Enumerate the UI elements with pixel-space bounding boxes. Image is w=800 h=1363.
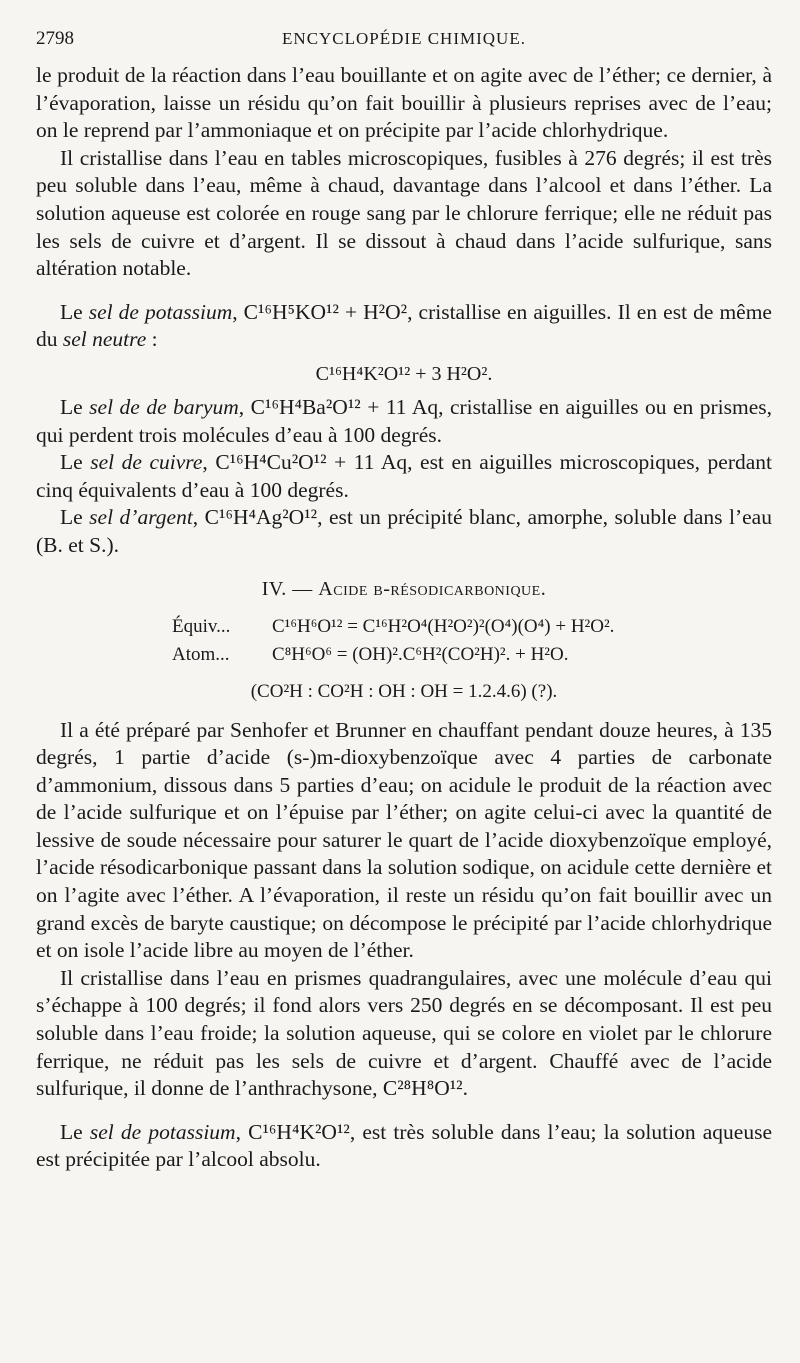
text-run: Le bbox=[60, 394, 90, 419]
paragraph-potassium-salt bbox=[36, 299, 772, 354]
atom-label: Atom... bbox=[172, 643, 230, 665]
paragraph-barium-salt bbox=[36, 394, 772, 449]
paragraph-silver-salt bbox=[36, 504, 772, 559]
paragraph-2: Il cristallise dans l’eau en tables microscopiques, fusibles à 276 degrés; il est très peu soluble dans l’eau, même à chaud, davantage dans l’alcool et dans l’éther. La solution aqueuse est colorée en rouge sang par le chlorure ferrique; elle ne réduit pas les sels de cuivre et d’argent. Il se dissout à chaud dans l’acide sulfurique, sans altération notable. bbox=[36, 145, 772, 281]
salt-name: sel de cuivre bbox=[90, 450, 203, 475]
atom-row bbox=[172, 641, 772, 669]
text-run: , C¹⁶H⁴K²O¹², est très soluble dans l’eau; la solution aqueuse est précipitée par l’alcool absolu. bbox=[36, 1119, 772, 1172]
equiv-label: Équiv... bbox=[172, 615, 231, 637]
paragraph-properties: Il cristallise dans l’eau en prismes quadrangulaires, avec une molécule d’eau qui s’échappe à 100 degrés; il fond alors vers 250 degrés en se décomposant. Il est peu soluble dans l’eau froide; la solution aqueuse, qui se colore en violet par le chlorure ferrique, ne réduit pas les sels de cuivre et d’argent. Chauffé avec de l’acide sulfurique, il donne de l’anthrachysone, C²⁸H⁸O¹². bbox=[36, 965, 772, 1101]
formula-neutral-salt: C¹⁶H⁴K²O¹² + 3 H²O². bbox=[315, 362, 493, 385]
salt-name: sel de de baryum bbox=[89, 394, 239, 419]
running-title: ENCYCLOPÉDIE CHIMIQUE. bbox=[282, 29, 526, 48]
section-heading bbox=[36, 578, 772, 601]
paragraph-potassium-salt-2 bbox=[36, 1119, 772, 1174]
atom-formula: C⁸H⁶O⁶ = (OH)².C⁶H²(CO²H)². + H²O. bbox=[272, 643, 569, 665]
salt-name: sel d’argent bbox=[89, 505, 193, 530]
section-title: Acide β-résodicarbonique. bbox=[318, 577, 547, 600]
salt-name: sel de potassium bbox=[88, 299, 233, 324]
text-run: Le bbox=[60, 1119, 90, 1144]
text-run: , C¹⁶H⁴Ag²O¹², est un précipité blanc, amorphe, soluble dans l’eau (B. et S.). bbox=[36, 505, 772, 557]
formula-block bbox=[172, 613, 772, 669]
paragraph-1: le produit de la réaction dans l’eau bouillante et on agite avec de l’éther; ce dernier, à l’évaporation, laisse un résidu qu’on fait bouillir à plusieurs reprises avec de l’eau; on le reprend par l’ammoniaque et on précipite par l’acide chlorhydrique. bbox=[36, 63, 772, 143]
equiv-formula: C¹⁶H⁶O¹² = C¹⁶H²O⁴(H²O²)²(O⁴)(O⁴) + H²O². bbox=[272, 615, 615, 637]
text-run: Le bbox=[60, 299, 89, 324]
text-run: , C¹⁶H⁴Ba²O¹² + 11 Aq, cristallise en aiguilles ou en prismes, qui perdent trois molécules d’eau à 100 degrés. bbox=[36, 394, 772, 447]
text-run: : bbox=[146, 327, 158, 352]
text-run: Le bbox=[60, 450, 91, 475]
paragraph-copper-salt bbox=[36, 449, 772, 504]
text-run: , C¹⁶H⁵KO¹² + H²O², cristallise en aiguilles. Il en est de même du bbox=[36, 299, 772, 352]
page-number: 2798 bbox=[36, 28, 74, 49]
page-header bbox=[36, 28, 772, 62]
text-run: Le bbox=[60, 505, 90, 530]
equiv-row bbox=[172, 613, 772, 641]
salt-name: sel neutre bbox=[62, 327, 147, 352]
text-run: , C¹⁶H⁴Cu²O¹² + 11 Aq, est en aiguilles microscopiques, perdant cinq équivalents d’eau à 100 degrés. bbox=[36, 450, 772, 502]
salt-name: sel de potassium bbox=[89, 1119, 236, 1144]
substitution-positions: (CO²H : CO²H : OH : OH = 1.2.4.6) (?). bbox=[250, 680, 558, 702]
paragraph-preparation: Il a été préparé par Senhofer et Brunner en chauffant pendant douze heures, à 135 degrés, 1 partie d’acide (s-)m-dioxybenzoïque avec 4 parties de carbonate d’ammonium, dissous dans 5 parties d’eau; on acidule le produit de la réaction avec de l’acide sulfurique et on l’épuise par l’éther; on agite celui-ci avec la quantité de lessive de soude nécessaire pour saturer le quart de l’acide dioxybenzoïque employé, l’acide résodicarbonique passant dans la solution sodique, on acidule cette dernière et on l’agite avec l’éther. A l’évaporation, il reste un résidu qu’on fait bouillir avec un grand excès de baryte caustique; on décompose le précipité par l’acide chlorhydrique et on isole l’acide libre au moyen de l’éther. bbox=[36, 717, 772, 963]
section-number: IV. — bbox=[261, 577, 319, 600]
